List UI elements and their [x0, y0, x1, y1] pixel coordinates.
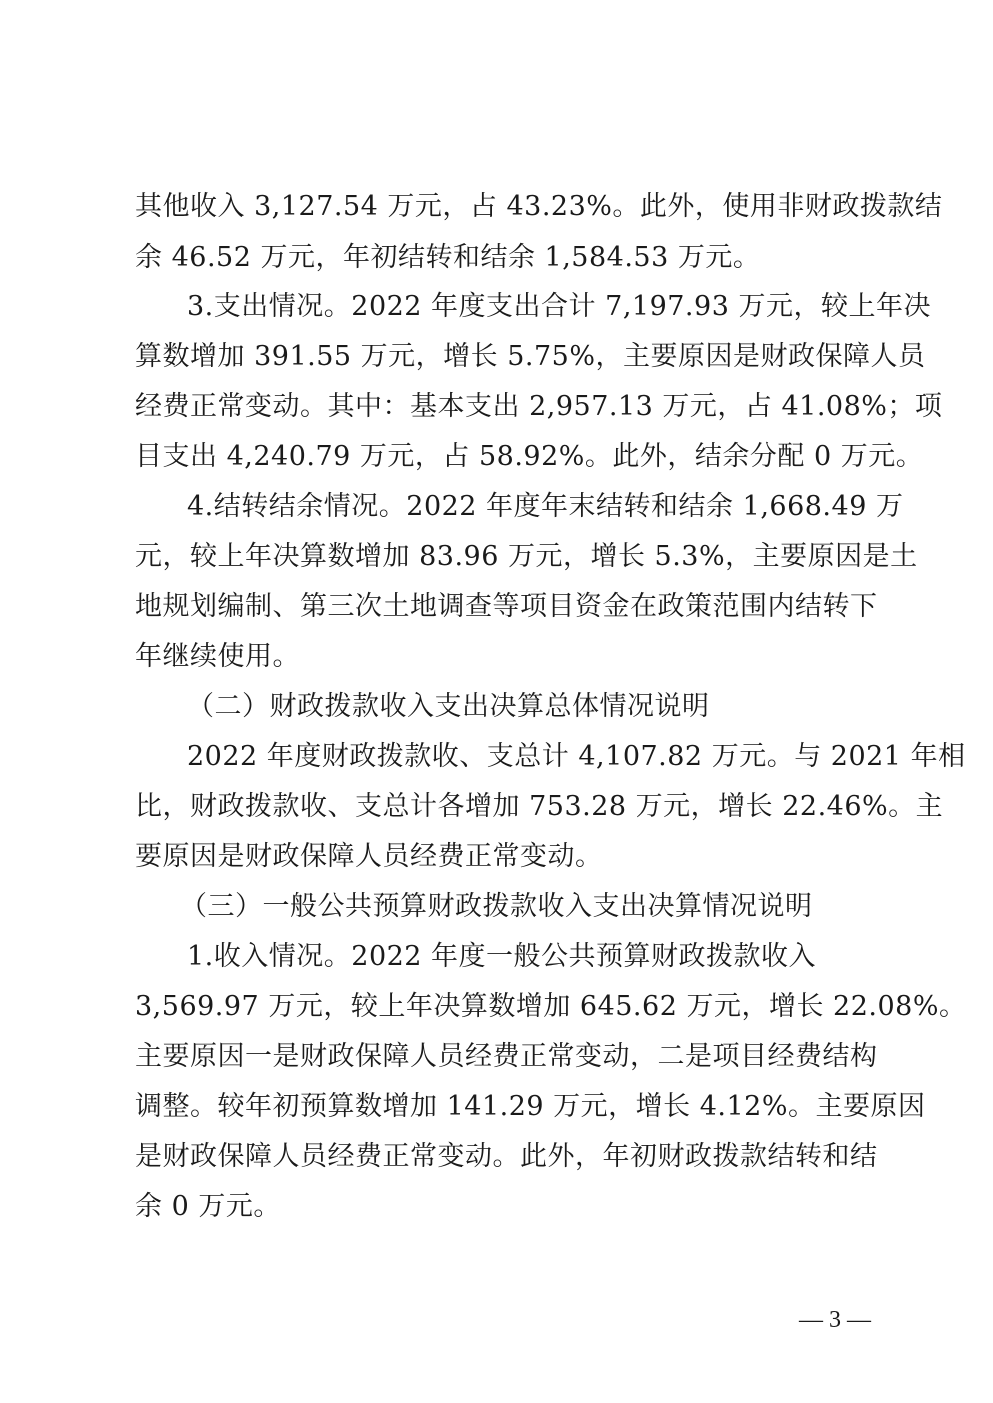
text-line: 主要原因一是财政保障人员经费正常变动，二是项目经费结构 — [135, 1041, 878, 1072]
text-line: 调整。较年初预算数增加 141.29 万元，增长 4.12%。主要原因 — [135, 1091, 926, 1122]
text-line: 要原因是财政保障人员经费正常变动。 — [135, 841, 603, 872]
text-line: 4.结转结余情况。2022 年度年末结转和结余 1,668.49 万 — [187, 491, 904, 522]
text-line: 经费正常变动。其中：基本支出 2,957.13 万元，占 41.08%；项 — [135, 391, 943, 422]
text-line: 元，较上年决算数增加 83.96 万元，增长 5.3%，主要原因是土 — [135, 541, 918, 572]
text-line: 3.支出情况。2022 年度支出合计 7,197.93 万元，较上年决 — [187, 291, 931, 322]
text-line: 地规划编制、第三次土地调查等项目资金在政策范围内结转下 — [135, 591, 878, 622]
section-heading: （三）一般公共预算财政拨款收入支出决算情况说明 — [180, 891, 813, 922]
text-line: 3,569.97 万元，较上年决算数增加 645.62 万元，增长 22.08%。 — [135, 991, 967, 1022]
text-line: 其他收入 3,127.54 万元，占 43.23%。此外，使用非财政拨款结 — [135, 191, 943, 222]
page-number: — 3 — — [799, 1307, 871, 1333]
text-line: 比，财政拨款收、支总计各增加 753.28 万元，增长 22.46%。主 — [135, 791, 944, 822]
text-line: 余 46.52 万元，年初结转和结余 1,584.53 万元。 — [135, 242, 761, 273]
text-line: 1.收入情况。2022 年度一般公共预算财政拨款收入 — [187, 941, 817, 972]
text-line: 2022 年度财政拨款收、支总计 4,107.82 万元。与 2021 年相 — [187, 741, 966, 772]
text-line: 余 0 万元。 — [135, 1191, 281, 1222]
text-line: 算数增加 391.55 万元，增长 5.75%，主要原因是财政保障人员 — [135, 341, 926, 372]
section-heading: （二）财政拨款收入支出决算总体情况说明 — [187, 691, 710, 722]
text-line: 目支出 4,240.79 万元，占 58.92%。此外，结余分配 0 万元。 — [135, 441, 924, 472]
text-line: 是财政保障人员经费正常变动。此外，年初财政拨款结转和结 — [135, 1141, 878, 1172]
text-line: 年继续使用。 — [135, 641, 300, 672]
